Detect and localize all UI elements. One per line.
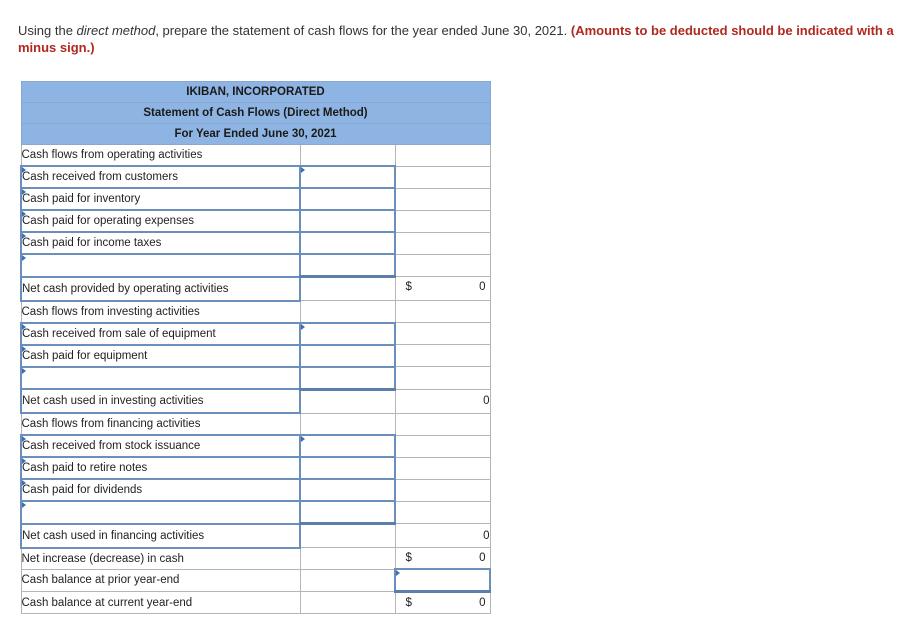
- empty-cell: [395, 254, 490, 277]
- operating-item-label-2[interactable]: Cash paid for operating expenses: [21, 210, 300, 232]
- dropdown-marker-icon: [22, 480, 26, 486]
- instructions-text: Using the: [18, 23, 77, 38]
- operating-net-label: Net cash provided by operating activities: [21, 277, 300, 301]
- operating-amount-input-2[interactable]: [300, 210, 395, 232]
- instructions-emphasis: direct method: [76, 23, 156, 38]
- empty-cell: [300, 592, 395, 614]
- dropdown-marker-icon: [22, 255, 26, 261]
- investing-item-label-0[interactable]: Cash received from sale of equipment: [21, 323, 300, 345]
- dropdown-marker-icon: [22, 167, 26, 173]
- investing-amount-input-1[interactable]: [300, 345, 395, 367]
- dropdown-marker-icon: [22, 368, 26, 374]
- investing-amount-input-2[interactable]: [300, 367, 395, 390]
- net-change-label: Net increase (decrease) in cash: [21, 548, 300, 570]
- empty-cell: [395, 367, 490, 390]
- net-change-value: 0: [479, 552, 486, 564]
- financing-item-label-0[interactable]: Cash received from stock issuance: [21, 435, 300, 457]
- empty-cell: [395, 457, 490, 479]
- operating-net-total: [395, 277, 490, 301]
- dropdown-marker-icon: [301, 167, 305, 173]
- instructions-text-2: , prepare the statement of cash flows for the year ended June 30, 2021.: [155, 23, 571, 38]
- empty-cell: [395, 323, 490, 345]
- operating-amount-input-3[interactable]: [300, 232, 395, 254]
- instructions-note: (Amounts to be deducted should be indicated with a minus sign.): [18, 23, 894, 55]
- prior-balance-label: Cash balance at prior year-end: [21, 569, 300, 592]
- empty-cell: [300, 524, 395, 548]
- empty-cell: [395, 345, 490, 367]
- investing-item-label-2[interactable]: [21, 367, 300, 390]
- empty-cell: [395, 188, 490, 210]
- financing-amount-input-1[interactable]: [300, 457, 395, 479]
- investing-amount-input-0[interactable]: [300, 323, 395, 345]
- financing-section-title: Cash flows from financing activities: [21, 413, 300, 435]
- investing-section-title: Cash flows from investing activities: [21, 301, 300, 323]
- dropdown-marker-icon: [301, 324, 305, 330]
- dropdown-marker-icon: [22, 502, 26, 508]
- empty-cell: [300, 277, 395, 301]
- statement-title: Statement of Cash Flows (Direct Method): [21, 103, 490, 124]
- financing-item-label-3[interactable]: [21, 501, 300, 524]
- financing-net-label: Net cash used in financing activities: [21, 524, 300, 548]
- empty-cell: [395, 210, 490, 232]
- empty-cell: [395, 232, 490, 254]
- dropdown-marker-icon: [301, 436, 305, 442]
- operating-amount-input-1[interactable]: [300, 188, 395, 210]
- dropdown-marker-icon: [22, 211, 26, 217]
- company-name: IKIBAN, INCORPORATED: [21, 82, 490, 103]
- empty-cell: [300, 389, 395, 413]
- net-change-total: [395, 548, 490, 570]
- empty-cell: [300, 548, 395, 570]
- financing-amount-input-3[interactable]: [300, 501, 395, 524]
- financing-item-label-2[interactable]: Cash paid for dividends: [21, 479, 300, 501]
- operating-section-title: Cash flows from operating activities: [21, 145, 300, 167]
- dollar-sign: $: [405, 597, 412, 609]
- empty-cell: [300, 569, 395, 592]
- current-balance-label: Cash balance at current year-end: [21, 592, 300, 614]
- empty-cell: [395, 301, 490, 323]
- investing-net-label: Net cash used in investing activities: [21, 389, 300, 413]
- financing-net-value: 0: [395, 524, 490, 548]
- dropdown-marker-icon: [22, 436, 26, 442]
- investing-net-value: 0: [395, 389, 490, 413]
- current-balance-value: 0: [479, 597, 486, 609]
- current-balance-total: [395, 592, 490, 614]
- dropdown-marker-icon: [396, 570, 400, 576]
- operating-amount-input-4[interactable]: [300, 254, 395, 277]
- dropdown-marker-icon: [22, 233, 26, 239]
- empty-cell: [395, 145, 490, 167]
- cash-flow-statement-table: [20, 81, 491, 614]
- operating-item-label-1[interactable]: Cash paid for inventory: [21, 188, 300, 210]
- empty-cell: [395, 501, 490, 524]
- prior-balance-input[interactable]: [395, 569, 490, 592]
- empty-cell: [300, 413, 395, 435]
- dollar-sign: $: [405, 552, 412, 564]
- empty-cell: [395, 435, 490, 457]
- dropdown-marker-icon: [22, 458, 26, 464]
- dropdown-marker-icon: [22, 189, 26, 195]
- financing-item-label-1[interactable]: Cash paid to retire notes: [21, 457, 300, 479]
- operating-item-label-4[interactable]: [21, 254, 300, 277]
- operating-item-label-3[interactable]: Cash paid for income taxes: [21, 232, 300, 254]
- investing-item-label-1[interactable]: Cash paid for equipment: [21, 345, 300, 367]
- dropdown-marker-icon: [22, 346, 26, 352]
- operating-amount-input-0[interactable]: [300, 166, 395, 188]
- empty-cell: [395, 166, 490, 188]
- statement-period: For Year Ended June 30, 2021: [21, 124, 490, 145]
- empty-cell: [395, 479, 490, 501]
- empty-cell: [300, 145, 395, 167]
- dollar-sign: $: [405, 281, 412, 293]
- empty-cell: [395, 413, 490, 435]
- operating-net-value: 0: [479, 281, 486, 293]
- empty-cell: [300, 301, 395, 323]
- operating-item-label-0[interactable]: Cash received from customers: [21, 166, 300, 188]
- dropdown-marker-icon: [22, 324, 26, 330]
- financing-amount-input-2[interactable]: [300, 479, 395, 501]
- instructions: [18, 22, 908, 56]
- financing-amount-input-0[interactable]: [300, 435, 395, 457]
